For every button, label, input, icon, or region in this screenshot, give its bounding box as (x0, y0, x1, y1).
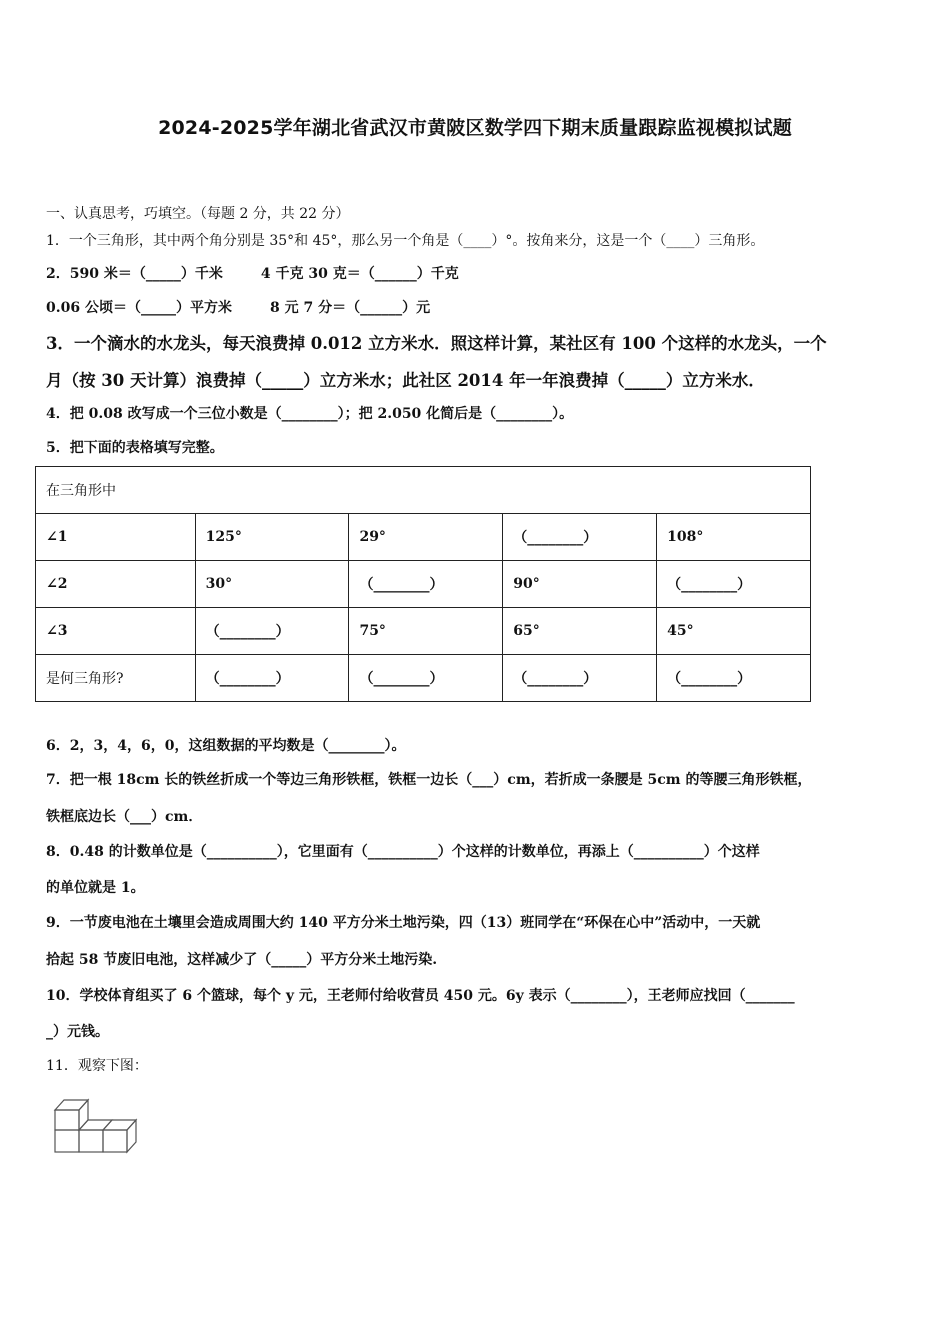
question-2a: 2．590 米＝（_____）千米 (46, 266, 223, 282)
question-9-line-1: 9．一节废电池在土壤里会造成周围大约 140 平方分米土地污染，四（13）班同学在“环保在心中”活动中，一天就 (46, 915, 761, 931)
table-cell: 90° (503, 561, 657, 608)
section-heading: 一、认真思考，巧填空。（每题 2 分，共 22 分） (46, 206, 350, 222)
question-2b: 4 千克 30 克＝（______）千克 (260, 266, 459, 282)
question-8-line-1: 8．0.48 的计数单位是（__________），它里面有（__________）个这样的计数单位，再添上（__________）个这样 (46, 844, 760, 860)
table-row (36, 561, 811, 608)
table-row (36, 655, 811, 702)
question-1: 1．一个三角形，其中两个角分别是 35°和 45°，那么另一个角是（____）°。按角来分，这是一个（____）三角形。 (46, 233, 765, 249)
row-label: 是何三角形? (36, 655, 196, 702)
table-cell: 45° (657, 608, 811, 655)
question-10-line-2: _）元钱。 (46, 1024, 109, 1040)
table-row (36, 608, 811, 655)
cube-side (127, 1120, 136, 1152)
cube-face (55, 1130, 79, 1152)
question-5: 5．把下面的表格填写完整。 (46, 440, 224, 456)
table-cell: 65° (503, 608, 657, 655)
table-cell: （________） (503, 514, 657, 561)
question-3-line-1: 3．一个滴水的水龙头，每天浪费掉 0.012 立方米水．照这样计算，某社区有 100 个这样的水龙头，一个 (46, 334, 827, 353)
cube-face (79, 1130, 103, 1152)
row-label: ∠1 (36, 514, 196, 561)
question-3-line-2: 月（按 30 天计算）浪费掉（_____）立方米水；此社区 2014 年一年浪费掉（_____）立方米水． (46, 371, 765, 390)
table-cell: （________） (657, 561, 811, 608)
row-label: ∠2 (36, 561, 196, 608)
table-cell: 75° (349, 608, 503, 655)
table-cell: （________） (349, 561, 503, 608)
question-8-line-2: 的单位就是 1。 (46, 880, 145, 896)
fill-in-table (35, 466, 811, 702)
table-cell: （________） (349, 655, 503, 702)
table-cell: 108° (657, 514, 811, 561)
table-cell: （________） (657, 655, 811, 702)
table-cell: 29° (349, 514, 503, 561)
row-label: ∠3 (36, 608, 196, 655)
table-cell: （________） (195, 655, 349, 702)
question-2d: 8 元 7 分＝（______）元 (269, 300, 431, 316)
question-2-line-2 (46, 297, 430, 317)
cube-face (103, 1130, 127, 1152)
question-4: 4．把 0.08 改写成一个三位小数是（________）；把 2.050 化简后是（________）。 (46, 406, 574, 422)
table-cell: （________） (195, 608, 349, 655)
cube-stack-figure (52, 1094, 142, 1158)
table-cell: 30° (195, 561, 349, 608)
question-6: 6．2，3，4，6，0，这组数据的平均数是（________）。 (46, 738, 406, 754)
table-row (36, 514, 811, 561)
cube-face (55, 1110, 79, 1130)
question-7-line-1: 7．把一根 18cm 长的铁丝折成一个等边三角形铁框，铁框一边长（___）cm，若折成一条腰是 5cm 的等腰三角形铁框， (46, 772, 812, 788)
question-2c: 0.06 公顷＝（_____）平方米 (46, 300, 232, 316)
question-7-line-2: 铁框底边长（___）cm． (46, 809, 203, 825)
question-2-line-1 (46, 263, 459, 283)
table-cell: 125° (195, 514, 349, 561)
table-cell: （________） (503, 655, 657, 702)
question-11: 11．观察下图： (46, 1058, 148, 1074)
question-9-line-2: 拾起 58 节废旧电池，这样减少了（_____）平方分米土地污染. (46, 952, 438, 968)
table-header-row (36, 467, 811, 514)
table-header: 在三角形中 (36, 467, 811, 514)
question-10-line-1: 10．学校体育组买了 6 个篮球，每个 y 元，王老师付给收营员 450 元。6y 表示（________），王老师应找回（_______ (46, 988, 795, 1004)
page-title: 2024-2025学年湖北省武汉市黄陂区数学四下期末质量跟踪监视模拟试题 (158, 117, 792, 139)
